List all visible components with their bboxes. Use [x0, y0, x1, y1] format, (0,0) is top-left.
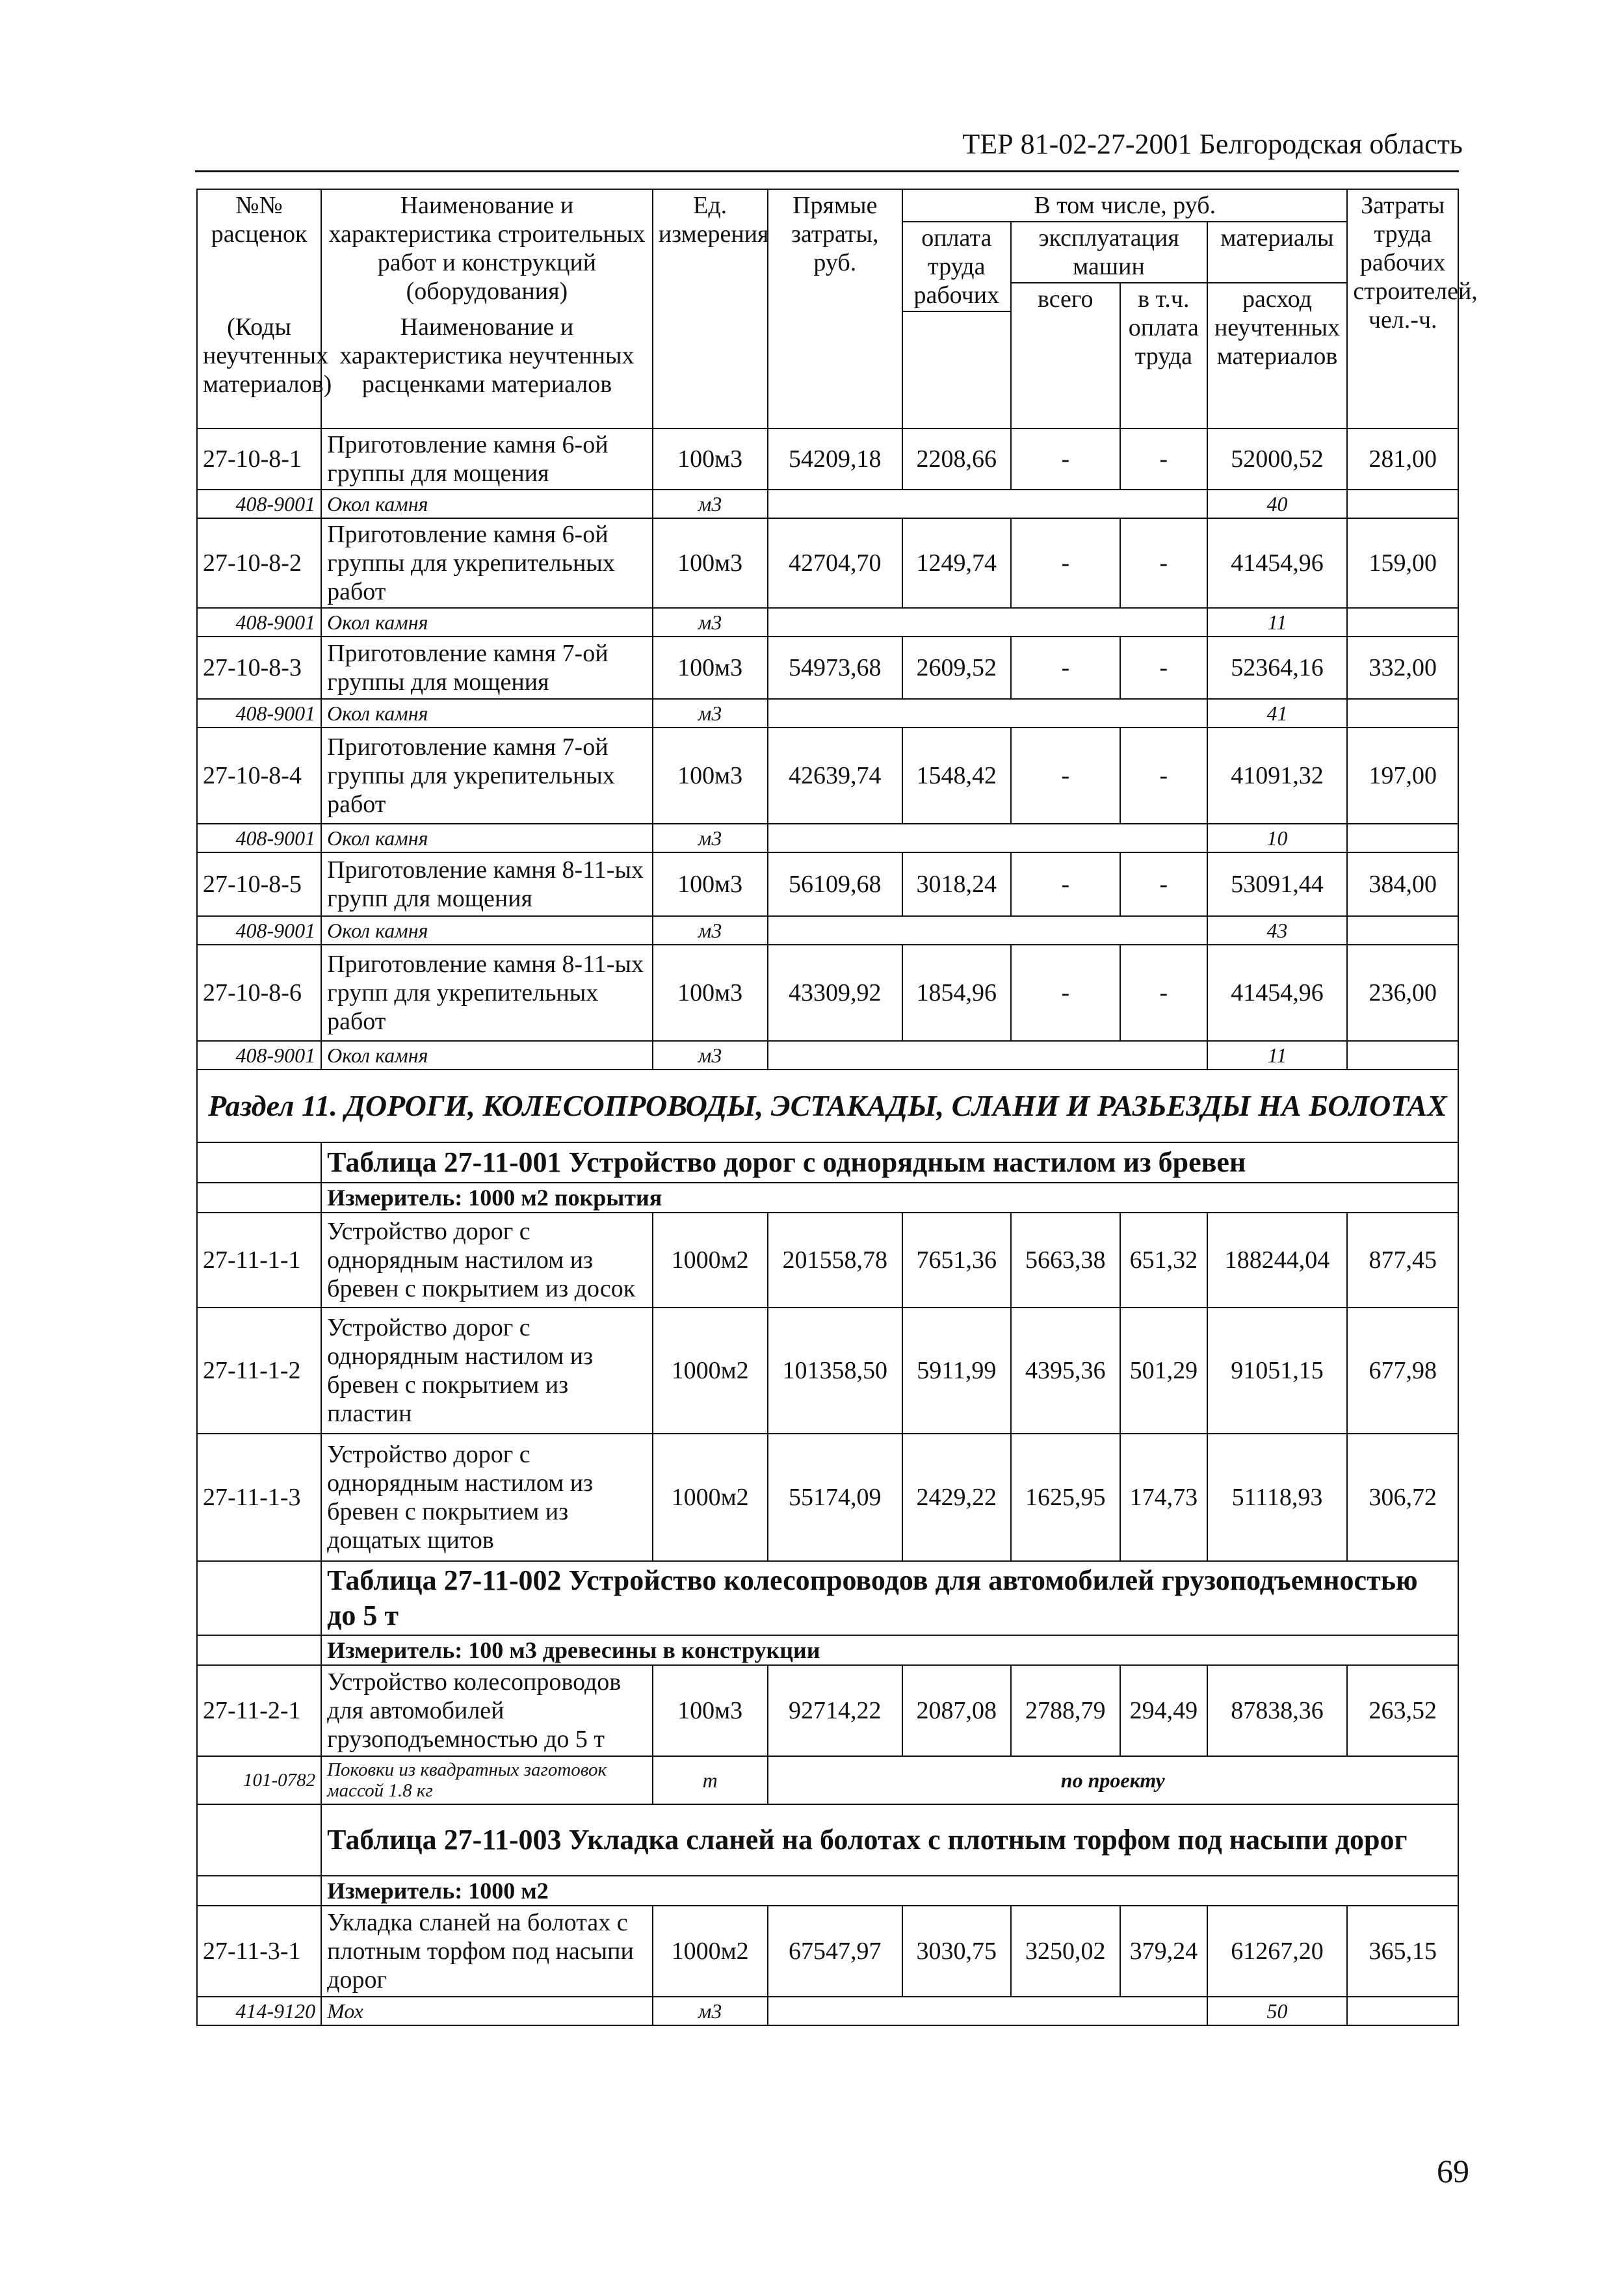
- row-labor: 306,72: [1347, 1434, 1458, 1561]
- material-code: 101-0782: [197, 1756, 321, 1804]
- material-code: 408-9001: [197, 1041, 321, 1070]
- row-name: Укладка сланей на болотах с плотным торфом под насыпи дорог: [321, 1906, 653, 1997]
- row-direct: 42704,70: [768, 518, 903, 608]
- header-rule: [195, 170, 1459, 172]
- row-code: 27-10-8-4: [197, 728, 321, 824]
- row-mach-wages: -: [1120, 428, 1207, 490]
- row-wages: 7651,36: [902, 1213, 1010, 1308]
- material-code: 408-9001: [197, 490, 321, 518]
- row-mach-wages: 651,32: [1120, 1213, 1207, 1308]
- material-unit: м3: [653, 824, 768, 852]
- row-name: Устройство колесопроводов для автомобилей грузоподъемностью до 5 т: [321, 1665, 653, 1756]
- material-unit: т: [653, 1756, 768, 1804]
- rates-table: [196, 189, 1478, 2026]
- material-name: Окол камня: [321, 824, 653, 852]
- col-materials-alt-header: расход неучтенных материалов: [1207, 283, 1348, 428]
- section-heading: Раздел 11. ДОРОГИ, КОЛЕСОПРОВОДЫ, ЭСТАКАДЫ, СЛАНИ И РАЗЬЕЗДЫ НА БОЛОТАХ: [197, 1070, 1458, 1142]
- row-direct: 43309,92: [768, 945, 903, 1041]
- row-mach-total: 4395,36: [1011, 1308, 1121, 1434]
- table-measure: Измеритель: 1000 м2 покрытия: [321, 1183, 1458, 1213]
- row-materials: 188244,04: [1207, 1213, 1348, 1308]
- row-name: Приготовление камня 6-ой группы для укрепительных работ: [321, 518, 653, 608]
- table-row: [197, 428, 1458, 490]
- material-row: [197, 1997, 1458, 2025]
- row-code: 27-11-1-3: [197, 1434, 321, 1561]
- row-labor: 197,00: [1347, 728, 1458, 824]
- row-name: Устройство дорог с однорядным настилом из бревен с покрытием из пластин: [321, 1308, 653, 1434]
- row-mach-wages: -: [1120, 945, 1207, 1041]
- row-wages: 1249,74: [902, 518, 1010, 608]
- row-wages: 1548,42: [902, 728, 1010, 824]
- table-row: [197, 1906, 1458, 1997]
- row-mach-wages: 379,24: [1120, 1906, 1207, 1997]
- row-mach-total: 5663,38: [1011, 1213, 1121, 1308]
- row-direct: 54973,68: [768, 637, 903, 699]
- row-mach-wages: 501,29: [1120, 1308, 1207, 1434]
- material-row: [197, 699, 1458, 728]
- material-code: 408-9001: [197, 608, 321, 637]
- table-row: [197, 637, 1458, 699]
- col-mach-wages-header: в т.ч. оплата труда: [1120, 283, 1207, 428]
- row-mach-wages: -: [1120, 728, 1207, 824]
- row-code: 27-11-2-1: [197, 1665, 321, 1756]
- col-code-header: №№ расценок: [197, 189, 321, 311]
- material-unit: м3: [653, 1997, 768, 2025]
- row-code: 27-10-8-5: [197, 852, 321, 916]
- material-qty: 43: [1207, 916, 1348, 945]
- row-mach-total: -: [1011, 428, 1121, 490]
- col-labor-header: Затраты труда рабочих строителей, чел.-ч.: [1347, 189, 1458, 428]
- table-measure: Измеритель: 100 м3 древесины в конструкции: [321, 1635, 1458, 1665]
- row-materials: 41091,32: [1207, 728, 1348, 824]
- row-unit: 100м3: [653, 852, 768, 916]
- row-mach-total: -: [1011, 637, 1121, 699]
- col-machines-header: эксплуатация машин: [1011, 222, 1207, 283]
- table-title: Таблица 27-11-002 Устройство колесопроводов для автомобилей грузоподъемностью до 5 т: [321, 1561, 1458, 1635]
- col-name-alt-header: Наименование и характеристика неучтенных расценками материалов: [321, 311, 653, 428]
- row-wages: 2429,22: [902, 1434, 1010, 1561]
- row-labor: 877,45: [1347, 1213, 1458, 1308]
- material-code: 408-9001: [197, 916, 321, 945]
- material-row: [197, 916, 1458, 945]
- col-unit-header: Ед. измерения: [653, 189, 768, 428]
- col-mach-total-header: всего: [1011, 283, 1121, 428]
- material-name: Поковки из квадратных заготовок массой 1.8 кг: [321, 1756, 653, 1804]
- row-mach-wages: -: [1120, 637, 1207, 699]
- row-materials: 41454,96: [1207, 945, 1348, 1041]
- material-code: 414-9120: [197, 1997, 321, 2025]
- material-name: Окол камня: [321, 1041, 653, 1070]
- row-materials: 87838,36: [1207, 1665, 1348, 1756]
- row-code: 27-10-8-1: [197, 428, 321, 490]
- table-title: Таблица 27-11-001 Устройство дорог с однорядным настилом из бревен: [321, 1142, 1458, 1183]
- row-mach-total: 3250,02: [1011, 1906, 1121, 1997]
- row-unit: 100м3: [653, 945, 768, 1041]
- row-mach-wages: -: [1120, 518, 1207, 608]
- material-qty: по проекту: [768, 1756, 1459, 1804]
- col-direct-header: Прямые затраты, руб.: [768, 189, 903, 428]
- row-mach-wages: -: [1120, 852, 1207, 916]
- row-unit: 1000м2: [653, 1213, 768, 1308]
- material-row: [197, 1041, 1458, 1070]
- row-code: 27-10-8-3: [197, 637, 321, 699]
- material-qty: 10: [1207, 824, 1348, 852]
- row-mach-total: 2788,79: [1011, 1665, 1121, 1756]
- row-wages: 3018,24: [902, 852, 1010, 916]
- row-unit: 100м3: [653, 637, 768, 699]
- row-unit: 100м3: [653, 728, 768, 824]
- material-row: [197, 824, 1458, 852]
- row-name: Устройство дорог с однорядным настилом из бревен с покрытием из дощатых щитов: [321, 1434, 653, 1561]
- material-qty: 11: [1207, 608, 1348, 637]
- material-row: [197, 608, 1458, 637]
- row-direct: 101358,50: [768, 1308, 903, 1434]
- row-direct: 92714,22: [768, 1665, 903, 1756]
- material-code: 408-9001: [197, 699, 321, 728]
- material-unit: м3: [653, 699, 768, 728]
- table-row: [197, 852, 1458, 916]
- table-row: [197, 1213, 1458, 1308]
- row-labor: 365,15: [1347, 1906, 1458, 1997]
- col-wages-header: оплата труда рабочих: [902, 222, 1010, 311]
- row-materials: 91051,15: [1207, 1308, 1348, 1434]
- material-row: [197, 1756, 1458, 1804]
- table-row: [197, 1308, 1458, 1434]
- row-direct: 67547,97: [768, 1906, 903, 1997]
- table-row: [197, 1665, 1458, 1756]
- row-direct: 56109,68: [768, 852, 903, 916]
- row-materials: 61267,20: [1207, 1906, 1348, 1997]
- row-materials: 52364,16: [1207, 637, 1348, 699]
- row-mach-total: -: [1011, 852, 1121, 916]
- material-unit: м3: [653, 490, 768, 518]
- material-name: Окол камня: [321, 699, 653, 728]
- row-unit: 1000м2: [653, 1434, 768, 1561]
- row-materials: 51118,93: [1207, 1434, 1348, 1561]
- row-code: 27-11-3-1: [197, 1906, 321, 1997]
- row-name: Приготовление камня 7-ой группы для мощения: [321, 637, 653, 699]
- row-mach-wages: 294,49: [1120, 1665, 1207, 1756]
- material-unit: м3: [653, 608, 768, 637]
- material-name: Мох: [321, 1997, 653, 2025]
- table-row: [197, 518, 1458, 608]
- document-header: ТЕР 81-02-27-2001 Белгородская область: [962, 128, 1463, 160]
- row-mach-total: -: [1011, 945, 1121, 1041]
- row-code: 27-10-8-6: [197, 945, 321, 1041]
- col-name-header: Наименование и характеристика строительных работ и конструкций (оборудования): [321, 189, 653, 311]
- row-wages: 2208,66: [902, 428, 1010, 490]
- row-name: Приготовление камня 6-ой группы для мощения: [321, 428, 653, 490]
- material-name: Окол камня: [321, 490, 653, 518]
- row-code: 27-11-1-1: [197, 1213, 321, 1308]
- table-measure: Измеритель: 1000 м2: [321, 1876, 1458, 1906]
- row-labor: 384,00: [1347, 852, 1458, 916]
- row-labor: 236,00: [1347, 945, 1458, 1041]
- row-direct: 54209,18: [768, 428, 903, 490]
- row-unit: 1000м2: [653, 1906, 768, 1997]
- col-incl-header: В том числе, руб.: [902, 189, 1347, 222]
- row-wages: 5911,99: [902, 1308, 1010, 1434]
- row-code: 27-10-8-2: [197, 518, 321, 608]
- material-qty: 50: [1207, 1997, 1348, 2025]
- row-mach-total: -: [1011, 728, 1121, 824]
- row-direct: 55174,09: [768, 1434, 903, 1561]
- material-qty: 40: [1207, 490, 1348, 518]
- row-labor: 263,52: [1347, 1665, 1458, 1756]
- row-mach-total: 1625,95: [1011, 1434, 1121, 1561]
- col-code-alt-header: (Коды неучтенных материалов): [197, 311, 321, 428]
- row-mach-wages: 174,73: [1120, 1434, 1207, 1561]
- row-wages: 1854,96: [902, 945, 1010, 1041]
- row-name: Приготовление камня 8-11-ых групп для мощения: [321, 852, 653, 916]
- row-unit: 100м3: [653, 428, 768, 490]
- table-row: [197, 728, 1458, 824]
- col-materials-header: материалы: [1207, 222, 1348, 283]
- table-row: [197, 945, 1458, 1041]
- row-wages: 2609,52: [902, 637, 1010, 699]
- row-wages: 2087,08: [902, 1665, 1010, 1756]
- table-title: Таблица 27-11-003 Укладка сланей на болотах с плотным торфом под насыпи дорог: [321, 1804, 1458, 1876]
- row-labor: 159,00: [1347, 518, 1458, 608]
- row-labor: 281,00: [1347, 428, 1458, 490]
- row-labor: 332,00: [1347, 637, 1458, 699]
- page-number: 69: [1437, 2153, 1469, 2189]
- row-materials: 52000,52: [1207, 428, 1348, 490]
- material-row: [197, 490, 1458, 518]
- material-unit: м3: [653, 916, 768, 945]
- row-code: 27-11-1-2: [197, 1308, 321, 1434]
- row-materials: 53091,44: [1207, 852, 1348, 916]
- material-qty: 41: [1207, 699, 1348, 728]
- row-name: Приготовление камня 7-ой группы для укрепительных работ: [321, 728, 653, 824]
- row-unit: 1000м2: [653, 1308, 768, 1434]
- material-name: Окол камня: [321, 916, 653, 945]
- row-name: Устройство дорог с однорядным настилом из бревен с покрытием из досок: [321, 1213, 653, 1308]
- row-name: Приготовление камня 8-11-ых групп для укрепительных работ: [321, 945, 653, 1041]
- row-materials: 41454,96: [1207, 518, 1348, 608]
- row-wages: 3030,75: [902, 1906, 1010, 1997]
- row-unit: 100м3: [653, 1665, 768, 1756]
- material-code: 408-9001: [197, 824, 321, 852]
- row-direct: 201558,78: [768, 1213, 903, 1308]
- material-unit: м3: [653, 1041, 768, 1070]
- material-name: Окол камня: [321, 608, 653, 637]
- row-labor: 677,98: [1347, 1308, 1458, 1434]
- table-row: [197, 1434, 1458, 1561]
- row-unit: 100м3: [653, 518, 768, 608]
- row-direct: 42639,74: [768, 728, 903, 824]
- row-mach-total: -: [1011, 518, 1121, 608]
- material-qty: 11: [1207, 1041, 1348, 1070]
